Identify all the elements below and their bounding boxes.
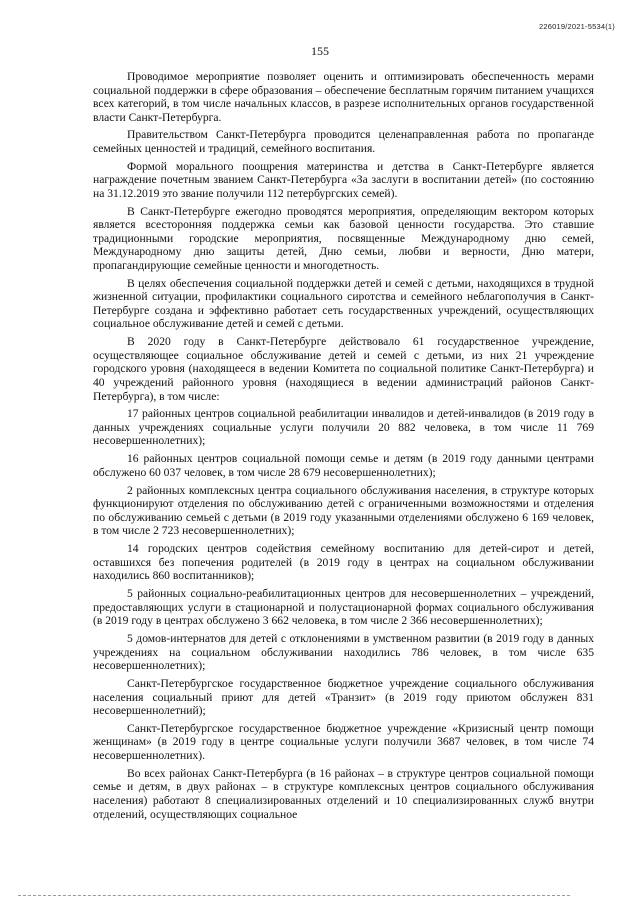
list-item: Санкт-Петербургское государственное бюджетное учреждение социального обслуживания населения социальный приют для детей «Транзит» (в 2019 году приютом обслужен 831 несовершеннолетний); — [93, 676, 594, 718]
list-item: 14 городских центров содействия семейному воспитанию для детей-сирот и детей, оставшихся без попечения родителей (в 2019 году в центрах на социальном обслуживании находились 860 воспитанников); — [93, 542, 594, 583]
document-body — [93, 70, 594, 825]
paragraph: Проводимое мероприятие позволяет оценить и оптимизировать обеспеченность мерами социальной поддержки в сфере образования – обеспечение бесплатным горячим питанием учащихся всех категорий, в том числе начальных классов, в разрезе исполнительных органов государственной власти Санкт-Петербурга. — [93, 70, 594, 124]
paragraph: Формой морального поощрения материнства и детства в Санкт-Петербурге является награждение почетным званием Санкт-Петербурга «За заслуги в воспитании детей» (по состоянию на 31.12.2019 это звание получили 112 петербургских семей). — [93, 159, 594, 200]
document-id: 226019/2021-5534(1) — [539, 22, 615, 31]
paragraph: В целях обеспечения социальной поддержки детей и семей с детьми, находящихся в трудной жизненной ситуации, профилактики социального сиротства и семейного неблагополучия в Санкт-Петербурге создана и эффективно работает сеть государственных учреждений, осуществляющих социальное обслуживание детей и семей с детьми. — [93, 276, 594, 331]
list-item: Санкт-Петербургское государственное бюджетное учреждение «Кризисный центр помощи женщинам» (в 2019 году в центре социальные услуги получили 3687 человек, в том числе 74 несовершеннолетних). — [93, 721, 594, 763]
list-item: 16 районных центров социальной помощи семье и детям (в 2019 году данными центрами обслужено 60 037 человек, в том числе 28 679 несовершеннолетних); — [93, 452, 594, 479]
paragraph: В Санкт-Петербурге ежегодно проводятся мероприятия, определяющим вектором которых является всесторонняя поддержка семьи как базовой ценности государства. Это ставшие традиционными городские мероприятия, посвященные Международному дню семей, Международному дню защиты детей, Дню семьи, любви и верности, Дню матери, пропагандирующие семейные ценности и многодетность. — [93, 204, 594, 272]
scan-edge-divider — [18, 895, 570, 896]
paragraph: Во всех районах Санкт-Петербурга (в 16 районах – в структуре центров социальной помощи семье и детям, в двух районах – в структуре комплексных центров социального обслуживания населения) работают 8 специализированных отделений и 10 специализированных служб внутри отделений, осуществляющих социальное — [93, 766, 594, 821]
list-item: 5 домов-интернатов для детей с отклонениями в умственном развитии (в 2019 году в данных учреждениях на социальном обслуживании находились 786 человек, в том числе 635 несовершеннолетних); — [93, 632, 594, 673]
list-item: 17 районных центров социальной реабилитации инвалидов и детей-инвалидов (в 2019 году в данных учреждениях социальные услуги получили 20 882 человека, в том числе 11 769 несовершеннолетних); — [93, 407, 594, 448]
page-number: 155 — [311, 44, 329, 58]
paragraph: В 2020 году в Санкт-Петербурге действовало 61 государственное учреждение, осуществляющее социальное обслуживание детей и семей с детьми, из них 21 учреждение городского уровня (находящееся в ведении Комитета по социальной политике Санкт-Петербурга) и 40 учреждений районного уровня (находящиеся в ведении администраций районов Санкт-Петербурга), в том числе: — [93, 335, 594, 403]
list-item: 2 районных комплексных центра социального обслуживания населения, в структуре которых функционируют отделения по обслуживанию детей с ограниченными возможностями и отделения по обслуживанию семьей с детьми (в 2019 году указанными отделениями обслужено 6 169 человек, в том числе 2 723 несовершеннолетних); — [93, 483, 594, 538]
paragraph: Правительством Санкт-Петербурга проводится целенаправленная работа по пропаганде семейных ценностей и традиций, семейного воспитания. — [93, 128, 594, 156]
list-item: 5 районных социально-реабилитационных центров для несовершеннолетних – учреждений, предоставляющих услуги в стационарной и полустационарной формах социального обслуживания (в 2019 году в центрах обслужено 3 662 человека, в том числе 2 366 несовершеннолетних); — [93, 587, 594, 628]
